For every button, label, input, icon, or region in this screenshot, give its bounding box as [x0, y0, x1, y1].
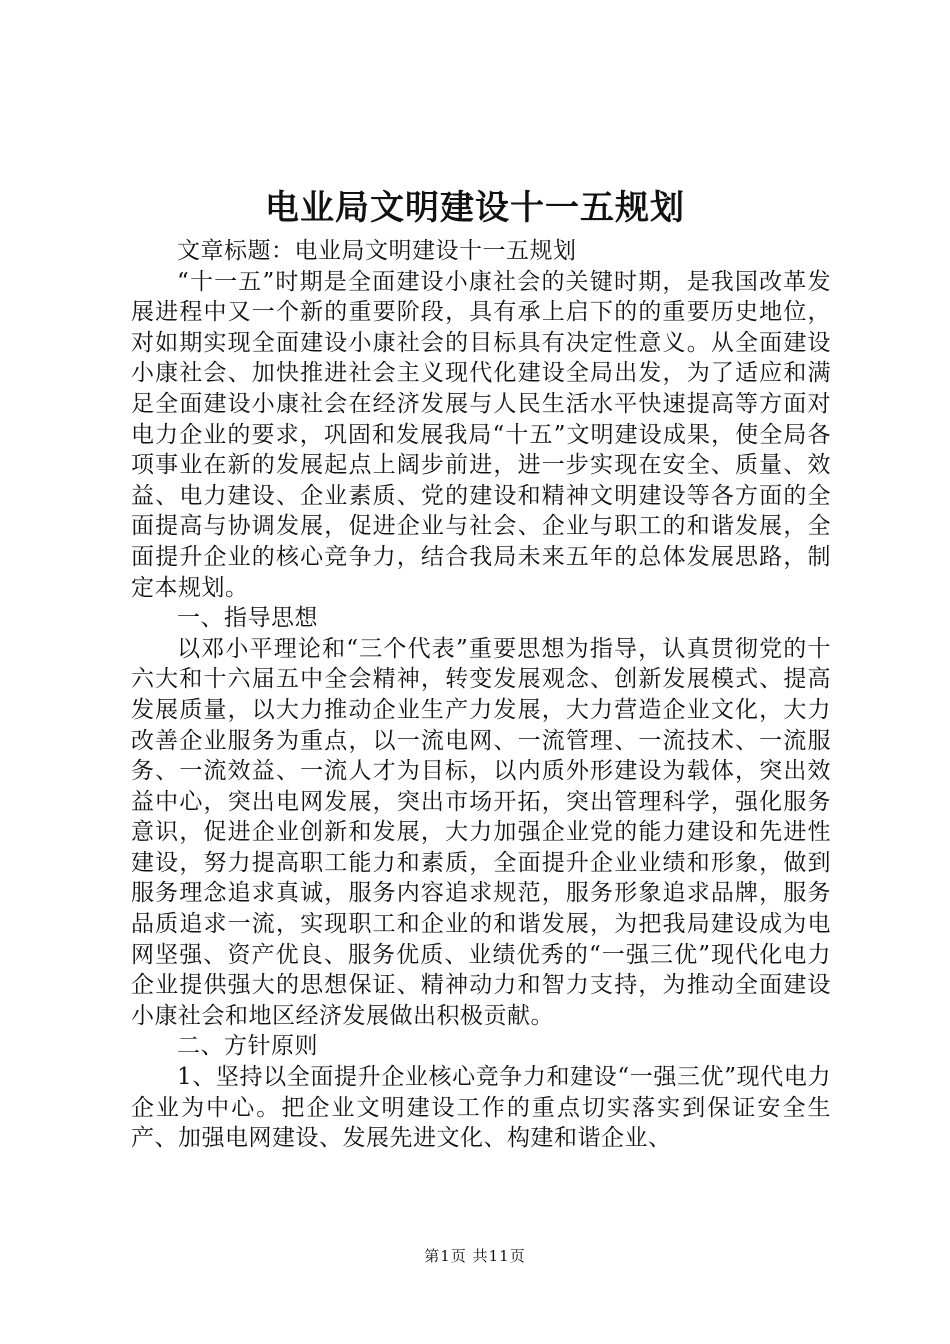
- intro-paragraph: “十一五”时期是全面建设小康社会的关键时期，是我国改革发展进程中又一个新的重要阶段，具有承上启下的的重要历史地位，对如期实现全面建设小康社会的目标具有决定性意义。从全面建设小康社会、加快推进社会主义现代化建设全局出发，为了适应和满足全面建设小康社会在经济发展与人民生活水平快速提高等方面对电力企业的要求，巩固和发展我局“十五”文明建设成果，使全局各项事业在新的发展起点上阔步前进，进一步实现在安全、质量、效益、电力建设、企业素质、党的建设和精神文明建设等各方面的全面提高与协调发展，促进企业与社会、企业与职工的和谐发展，全面提升企业的核心竞争力，结合我局未来五年的总体发展思路，制定本规划。: [131, 268, 831, 601]
- principle-1-paragraph: 1、坚持以全面提升企业核心竞争力和建设“一强三优”现代电力企业为中心。把企业文明建设工作的重点切实落实到保证安全生产、加强电网建设、发展先进文化、构建和谐企业、: [131, 1064, 831, 1152]
- document-title: 电业局文明建设十一五规划: [265, 188, 685, 228]
- page-number-footer: 第1页 共11页: [424, 1247, 526, 1265]
- document-body: [131, 236, 831, 1154]
- guiding-thought-paragraph: 以邓小平理论和“三个代表”重要思想为指导，认真贯彻党的十六大和十六届五中全会精神，转变发展观念、创新发展模式、提高发展质量，以大力推动企业生产力发展，大力营造企业文化，大力改善企业服务为重点，以一流电网、一流管理、一流技术、一流服务、一流效益、一流人才为目标，以内质外形建设为载体，突出效益中心，突出电网发展，突出市场开拓，突出管理科学，强化服务意识，促进企业创新和发展，大力加强企业党的能力建设和先进性建设，努力提高职工能力和素质，全面提升企业业绩和形象，做到服务理念追求真诚，服务内容追求规范，服务形象追求品牌，服务品质追求一流，实现职工和企业的和谐发展，为把我局建设成为电网坚强、资产优良、服务优质、业绩优秀的“一强三优”现代化电力企业提供强大的思想保证、精神动力和智力支持，为推动全面建设小康社会和地区经济发展做出积极贡献。: [131, 635, 831, 1029]
- section-heading-guiding-thought: 一、指导思想: [177, 605, 318, 632]
- article-title-line: 文章标题：电业局文明建设十一五规划: [177, 238, 577, 264]
- section-heading-principles: 二、方针原则: [177, 1033, 318, 1060]
